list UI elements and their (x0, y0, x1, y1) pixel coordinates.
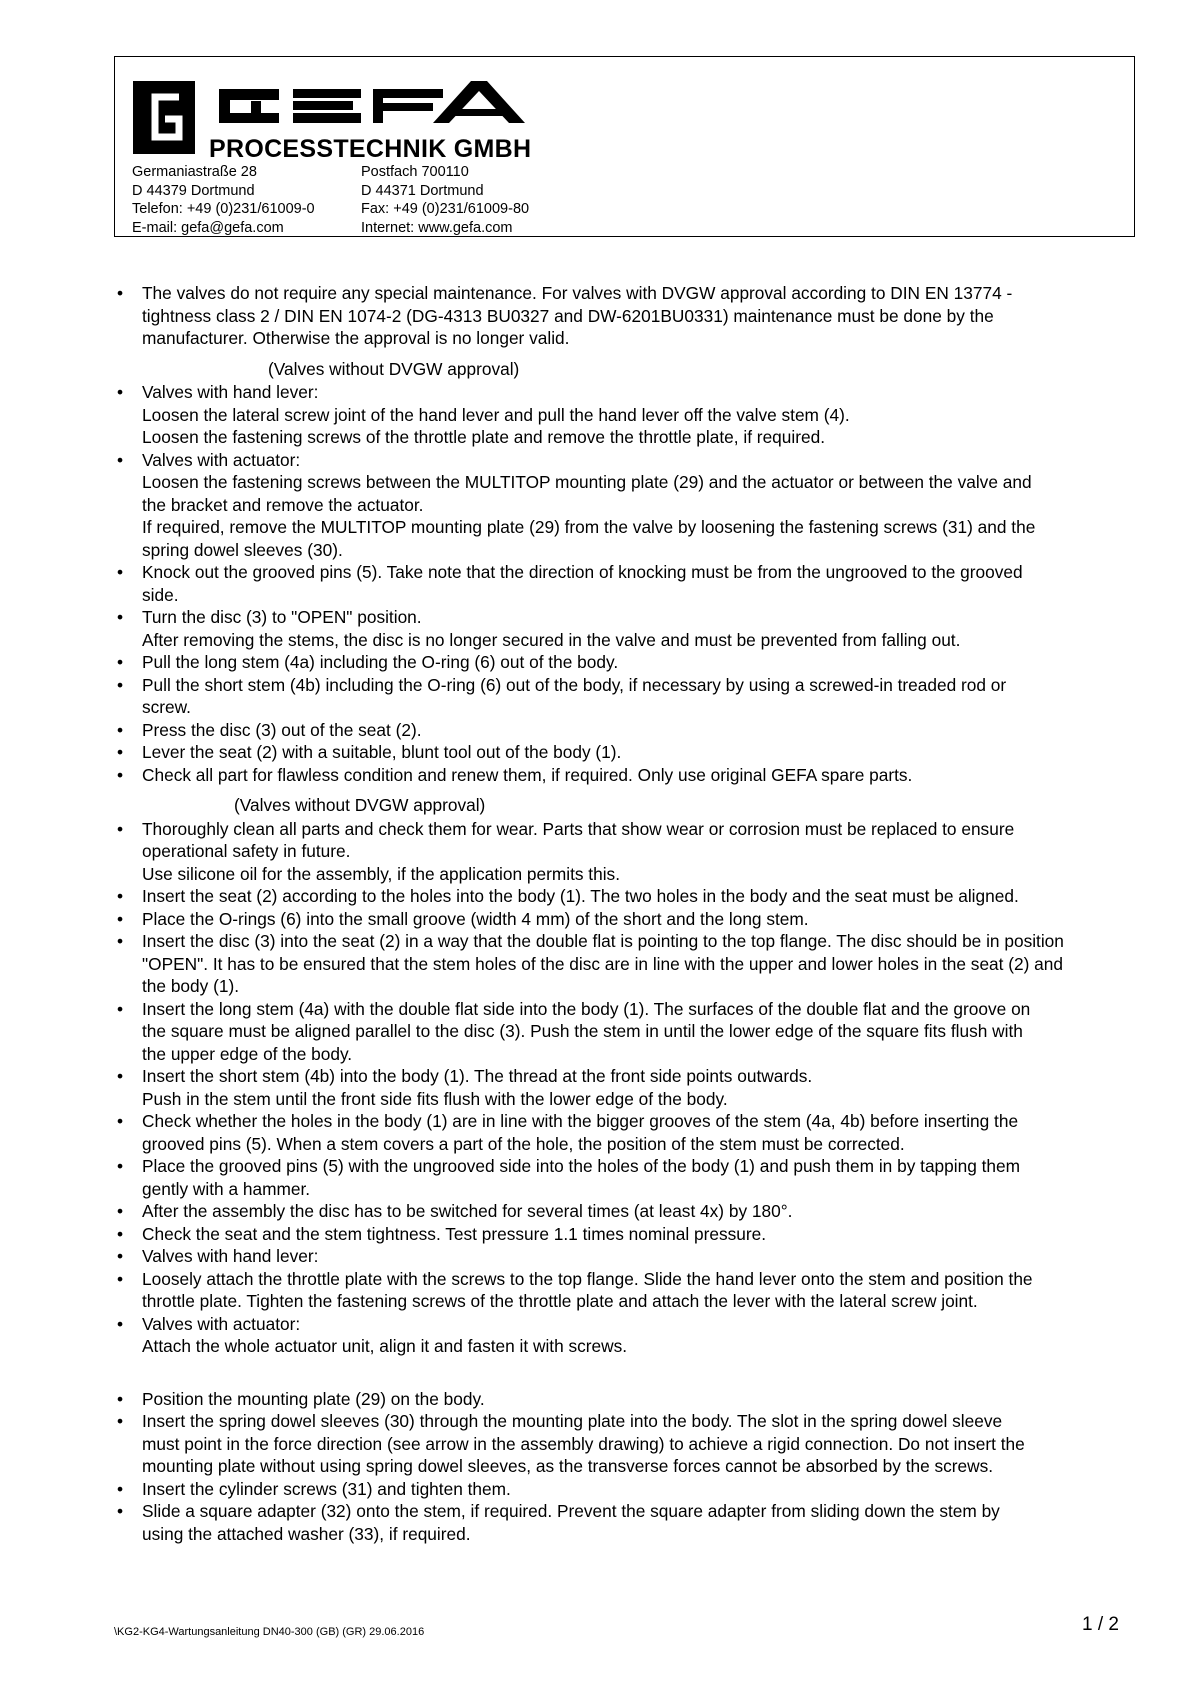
item-text-line: The valves do not require any special maintenance. For valves with DVGW approval according to DIN EN 13774 - (142, 283, 1013, 303)
bullet-icon: • (116, 283, 124, 303)
item-text-line: Press the disc (3) out of the seat (2). (142, 719, 422, 740)
list-item (114, 1478, 1134, 1501)
bullet-icon: • (116, 998, 124, 1019)
item-text-line: Insert the seat (2) according to the holes into the body (1). The two holes in the body and the seat must be aligned. (142, 886, 1019, 906)
bullet-icon: • (116, 908, 124, 929)
list-item (114, 1110, 1134, 1155)
item-text-line: Pull the short stem (4b) including the O-ring (6) out of the body, if necessary by using a screwed-in treaded rod or (142, 674, 1007, 695)
list-item (114, 1223, 1134, 1246)
item-text-line: screw. (142, 697, 191, 717)
list-item (114, 651, 1134, 674)
address-right (361, 163, 529, 237)
item-text-line: Slide a square adapter (32) onto the stem, if required. Prevent the square adapter from sliding down the stem by (142, 1501, 1000, 1521)
item-text-line: using the attached washer (33), if required. (142, 1523, 471, 1544)
bullet-icon: • (116, 1313, 124, 1334)
address-left (132, 163, 315, 237)
list-item (114, 1268, 1134, 1313)
instructions-body (114, 282, 1134, 1545)
item-text-line: Insert the cylinder screws (31) and tighten them. (142, 1478, 511, 1499)
address-line: Germaniastraße 28 (132, 164, 257, 180)
item-text-line: Knock out the grooved pins (5). Take note that the direction of knocking must be from the ungrooved to the grooved (142, 562, 1023, 582)
item-text-line: throttle plate. Tighten the fastening screws of the throttle plate and attach the lever with the lateral screw joint. (142, 1291, 978, 1311)
bullet-icon: • (116, 742, 124, 762)
list-item (114, 1065, 1134, 1110)
item-text-line: Place the grooved pins (5) with the ungrooved side into the holes of the body (1) and push them in by tapping them (142, 1156, 1021, 1176)
item-text-line: Thoroughly clean all parts and check them for wear. Parts that show wear or corrosion must be replaced to ensure (142, 818, 1015, 839)
list-item (114, 930, 1134, 998)
item-text-line: manufacturer. Otherwise the approval is no longer valid. (142, 328, 570, 348)
list-item (114, 1313, 1134, 1358)
bullet-icon: • (116, 1501, 124, 1521)
list-item (114, 449, 1134, 562)
bullet-icon: • (116, 1223, 124, 1244)
bullet-icon: • (116, 764, 124, 785)
item-text-line: Attach the whole actuator unit, align it and fasten it with screws. (142, 1336, 628, 1356)
item-text-line: operational safety in future. (142, 841, 351, 861)
item-text-line: tightness class 2 / DIN EN 1074-2 (DG-4313 BU0327 and DW-6201BU0331) maintenance must be done by the (142, 305, 994, 326)
bullet-icon: • (116, 1388, 124, 1409)
website-line: Internet: www.gefa.com (361, 219, 513, 236)
bullet-icon: • (116, 719, 124, 740)
section-note: (Valves without DVGW approval) (234, 795, 486, 815)
list-item (114, 606, 1134, 651)
item-text-line: the bracket and remove the actuator. (142, 494, 424, 515)
item-text-line: "OPEN". It has to be ensured that the stem holes of the disc are in line with the upper and lower holes in the seat (2) and (142, 953, 1064, 974)
item-text-line: must point in the force direction (see arrow in the assembly drawing) to achieve a rigid connection. Do not insert the (142, 1433, 1025, 1454)
bullet-icon: • (116, 1156, 124, 1176)
list-item (114, 1410, 1134, 1478)
bullet-icon: • (116, 1246, 124, 1266)
address-line: Postfach 700110 (361, 164, 469, 180)
bullet-icon: • (116, 1478, 124, 1499)
item-text-line: Loosen the fastening screws between the MULTITOP mounting plate (29) and the actuator or between the valve and (142, 472, 1032, 492)
item-text-line: After the assembly the disc has to be switched for several times (at least 4x) by 180°. (142, 1201, 793, 1221)
section-note: (Valves without DVGW approval) (268, 358, 520, 379)
fax-line: Fax: +49 (0)231/61009-80 (361, 201, 530, 217)
item-text-line: Place the O-rings (6) into the small groove (width 4 mm) of the short and the long stem. (142, 908, 809, 929)
item-text-line: gently with a hammer. (142, 1178, 311, 1199)
list-item (114, 908, 1134, 931)
bullet-icon: • (116, 931, 124, 951)
bullet-icon: • (116, 1066, 124, 1086)
list-item (114, 674, 1134, 719)
item-text-line: Loosen the fastening screws of the throttle plate and remove the throttle plate, if required. (142, 427, 826, 447)
item-text-line: Insert the spring dowel sleeves (30) through the mounting plate into the body. The slot in the spring dowel sleeve (142, 1411, 1003, 1431)
document-reference: \KG2-KG4-Wartungsanleitung DN40-300 (GB) (GR) 29.06.2016 (114, 1626, 425, 1638)
item-text-line: Valves with hand lever: (142, 382, 319, 402)
section-gap (114, 1358, 1134, 1388)
item-text-line: Position the mounting plate (29) on the body. (142, 1388, 485, 1409)
item-text-line: Valves with hand lever: (142, 1246, 319, 1266)
bullet-icon: • (116, 886, 124, 906)
list-item (114, 1245, 1134, 1268)
list-item (114, 1500, 1134, 1545)
item-text-line: Turn the disc (3) to "OPEN" position. (142, 607, 422, 627)
item-text-line: mounting plate without using spring dowel sleeves, as the transverse forces cannot be absorbed by the screws. (142, 1456, 994, 1476)
item-text-line: spring dowel sleeves (30). (142, 539, 343, 560)
phone-line: Telefon: +49 (0)231/61009-0 (132, 201, 315, 217)
list-item (114, 818, 1134, 886)
item-text-line: the body (1). (142, 976, 240, 996)
list-item (114, 561, 1134, 606)
item-text-line: Valves with actuator: (142, 1313, 301, 1334)
bullet-icon: • (116, 674, 124, 695)
bullet-icon: • (116, 652, 124, 672)
list-item (114, 719, 1134, 742)
bullet-icon: • (116, 1411, 124, 1431)
bullet-icon: • (116, 562, 124, 582)
list-item (114, 764, 1134, 787)
item-text-line: Insert the long stem (4a) with the double flat side into the body (1). The surfaces of the double flat and the groove on (142, 998, 1031, 1019)
item-text-line: Loosen the lateral screw joint of the hand lever and pull the hand lever off the valve stem (4). (142, 404, 850, 425)
item-text-line: If required, remove the MULTITOP mounting plate (29) from the valve by loosening the fastening screws (31) and the (142, 517, 1036, 537)
item-text-line: Insert the disc (3) into the seat (2) in a way that the double flat is pointing to the top flange. The disc should be in position (142, 931, 1064, 951)
list-item (114, 1388, 1134, 1411)
list-item (114, 885, 1134, 908)
item-text-line: the upper edge of the body. (142, 1043, 353, 1064)
item-text-line: Insert the short stem (4b) into the body (1). The thread at the front side points outwards. (142, 1066, 813, 1086)
item-text-line: Use silicone oil for the assembly, if the application permits this. (142, 863, 621, 884)
bullet-icon: • (116, 607, 124, 627)
bullet-icon: • (116, 1268, 124, 1289)
item-text-line: side. (142, 584, 179, 605)
bullet-icon: • (116, 1201, 124, 1221)
company-name: PROCESSTECHNIK GMBH (209, 135, 532, 163)
item-text-line: Pull the long stem (4a) including the O-ring (6) out of the body. (142, 652, 619, 672)
item-text-line: Check all part for flawless condition and renew them, if required. Only use original GEFA spare parts. (142, 764, 913, 785)
item-text-line: Push in the stem until the front side fits flush with the lower edge of the body. (142, 1088, 728, 1109)
item-text-line: the square must be aligned parallel to the disc (3). Push the stem in until the lower edge of the square fits flush with (142, 1021, 1023, 1041)
email-line: E-mail: gefa@gefa.com (132, 219, 284, 236)
list-item (114, 998, 1134, 1066)
item-text-line: Check the seat and the stem tightness. Test pressure 1.1 times nominal pressure. (142, 1223, 767, 1244)
bullet-icon: • (116, 818, 124, 839)
bullet-icon: • (116, 382, 124, 402)
item-text-line: Loosely attach the throttle plate with the screws to the top flange. Slide the hand lever onto the stem and position the (142, 1268, 1033, 1289)
list-item (114, 381, 1134, 449)
bullet-icon: • (116, 449, 124, 470)
page-number: 1 / 2 (1082, 1614, 1119, 1635)
item-text-line: Check whether the holes in the body (1) are in line with the bigger grooves of the stem (4a, 4b) before inserting the (142, 1111, 1019, 1131)
bullet-icon: • (116, 1111, 124, 1131)
list-item (114, 1155, 1134, 1200)
item-text-line: Valves with actuator: (142, 449, 301, 470)
item-text-line: grooved pins (5). When a stem covers a part of the hole, the position of the stem must be corrected. (142, 1133, 905, 1154)
address-line: D 44371 Dortmund (361, 182, 484, 199)
list-item (114, 282, 1134, 350)
list-item (114, 741, 1134, 764)
address-line: D 44379 Dortmund (132, 182, 255, 199)
letterhead (114, 56, 1135, 237)
item-text-line: After removing the stems, the disc is no longer secured in the valve and must be prevented from falling out. (142, 629, 961, 650)
list-item (114, 1200, 1134, 1223)
item-text-line: Lever the seat (2) with a suitable, blunt tool out of the body (1). (142, 742, 622, 762)
